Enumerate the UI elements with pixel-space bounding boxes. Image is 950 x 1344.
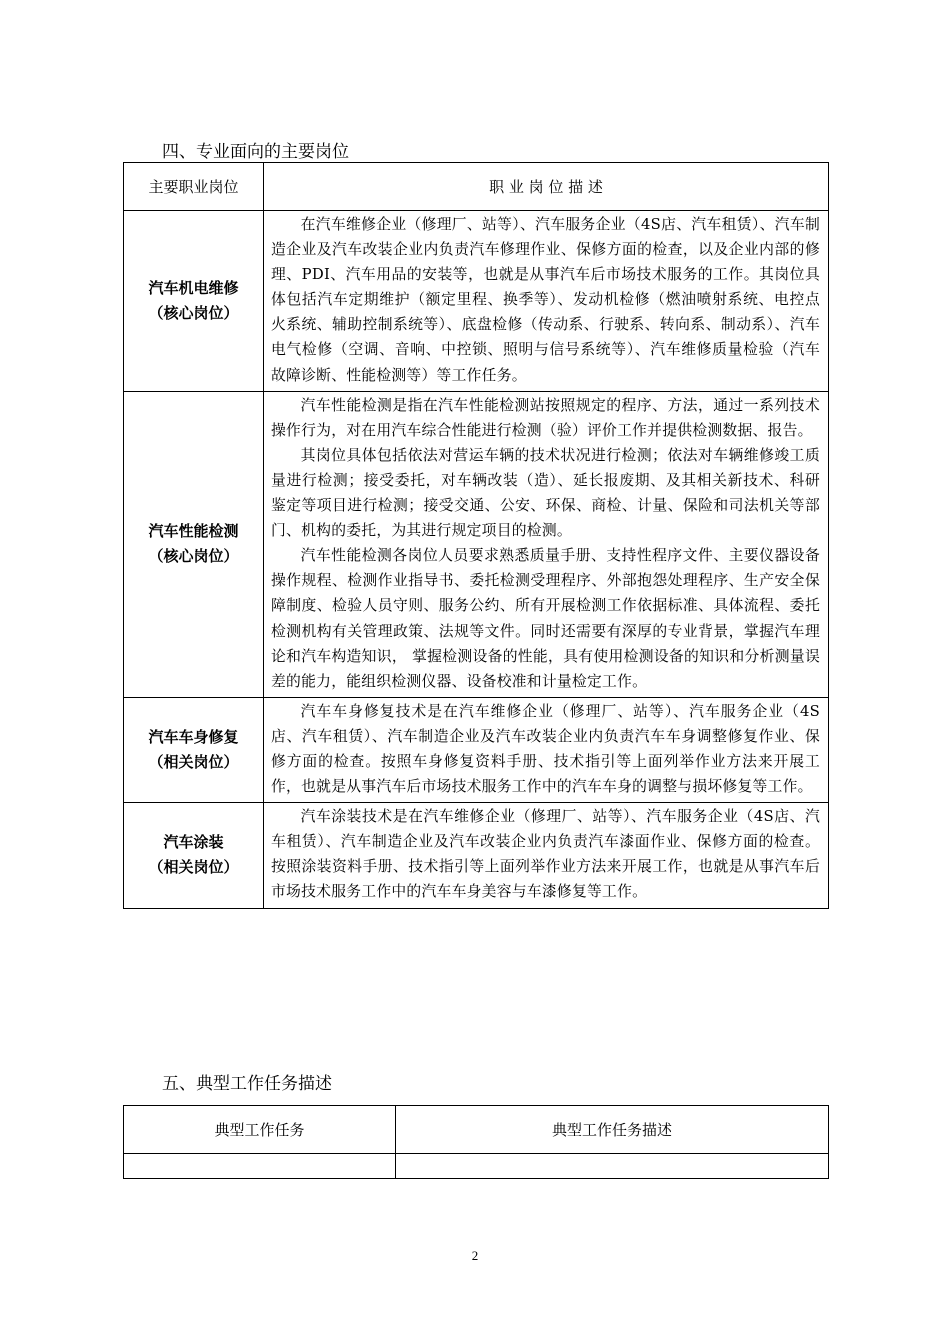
role-cell	[124, 697, 264, 802]
role-name: 汽车涂装	[163, 833, 224, 852]
section-4-title: 四、专业面向的主要岗位	[162, 142, 349, 162]
description-cell	[264, 803, 829, 908]
tasks-table-header	[124, 1106, 829, 1154]
description-column-header: 职 业 岗 位 描 述	[264, 163, 829, 211]
table-row	[124, 391, 829, 697]
role-cell	[124, 803, 264, 908]
description-paragraph: 汽车性能检测各岗位人员要求熟悉质量手册、支持性程序文件、主要仪器设备操作规程、检测作业指导书、委托检测受理程序、外部抱怨处理程序、生产安全保障制度、检验人员守则、服务公约、所有开展检测工作依据标准、具体流程、委托检测机构有关管理政策、法规等文件。同时还需要有深厚的专业背景，掌握汽车理论和汽车构造知识， 掌握检测设备的性能，具有使用检测设备的知识和分析测量误差的能力，能组织检测仪器、设备校准和计量检定工作。	[271, 547, 820, 690]
tasks-table	[123, 1105, 829, 1179]
role-cell	[124, 391, 264, 697]
table-row	[124, 211, 829, 392]
description-paragraph: 汽车性能检测是指在汽车性能检测站按照规定的程序、方法，通过一系列技术操作行为，对在用汽车综合性能进行检测（验）评价工作并提供检测数据、报告。	[271, 396, 820, 439]
role-name: 汽车机电维修	[148, 278, 239, 297]
section-5-title: 五、典型工作任务描述	[162, 1074, 332, 1094]
jobs-table	[123, 162, 829, 909]
task-description-column-header: 典型工作任务描述	[396, 1106, 829, 1154]
page-number: 2	[471, 1248, 479, 1263]
description-paragraph: 其岗位具体包括依法对营运车辆的技术状况进行检测；依法对车辆维修竣工质量进行检测；接受委托，对车辆改装（造）、延长报废期、及其相关新技术、科研鉴定等项目进行检测；接受交通、公安、环保、商检、计量、保险和司法机关等部门、机构的委托，为其进行规定项目的检测。	[271, 446, 820, 540]
description-paragraph: 汽车涂装技术是在汽车维修企业（修理厂、站等）、汽车服务企业（4S店、汽车租赁）、汽车制造企业及汽车改装企业内负责汽车漆面作业、保修方面的检查。按照涂装资料手册、技术指引等上面列举作业方法来开展工作，也就是从事汽车后市场技术服务工作中的汽车车身美容与车漆修复等工作。	[271, 808, 820, 901]
table-row	[124, 1154, 829, 1179]
role-tag: （核心岗位）	[148, 547, 239, 566]
description-cell	[264, 211, 829, 392]
description-paragraph: 在汽车维修企业（修理厂、站等）、汽车服务企业（4S店、汽车租赁）、汽车制造企业及汽车改装企业内负责汽车修理作业、保修方面的检查，以及企业内部的修理、PDI、汽车用品的安装等，也就是从事汽车后市场技术服务的工作。其岗位具体包括汽车定期维护（额定里程、换季等）、发动机检修（燃油喷射系统、电控点火系统、辅助控制系统等）、底盘检修（传动系、行驶系、转向系、制动系）、汽车电气检修（空调、音响、中控锁、照明与信号系统等）、汽车维修质量检验（汽车故障诊断、性能检测等）等工作任务。	[271, 216, 820, 384]
empty-description-cell	[396, 1154, 829, 1179]
role-tag: （核心岗位）	[148, 303, 239, 322]
description-cell	[264, 391, 829, 697]
task-column-header: 典型工作任务	[124, 1106, 396, 1154]
role-tag: （相关岗位）	[148, 752, 239, 771]
role-column-header: 主要职业岗位	[124, 163, 264, 211]
jobs-table-header	[124, 163, 829, 211]
role-tag: （相关岗位）	[148, 858, 239, 877]
role-name: 汽车车身修复	[148, 727, 239, 746]
role-cell	[124, 211, 264, 392]
description-cell	[264, 697, 829, 802]
empty-task-cell	[124, 1154, 396, 1179]
table-row	[124, 803, 829, 908]
description-paragraph: 汽车车身修复技术是在汽车维修企业（修理厂、站等）、汽车服务企业（4S店、汽车租赁）、汽车制造企业及汽车改装企业内负责汽车车身调整修复作业、保修方面的检查。按照车身修复资料手册、技术指引等上面列举作业方法来开展工作，也就是从事汽车后市场技术服务工作中的汽车车身的调整与损坏修复等工作。	[271, 702, 820, 796]
table-row	[124, 697, 829, 802]
role-name: 汽车性能检测	[148, 522, 239, 541]
